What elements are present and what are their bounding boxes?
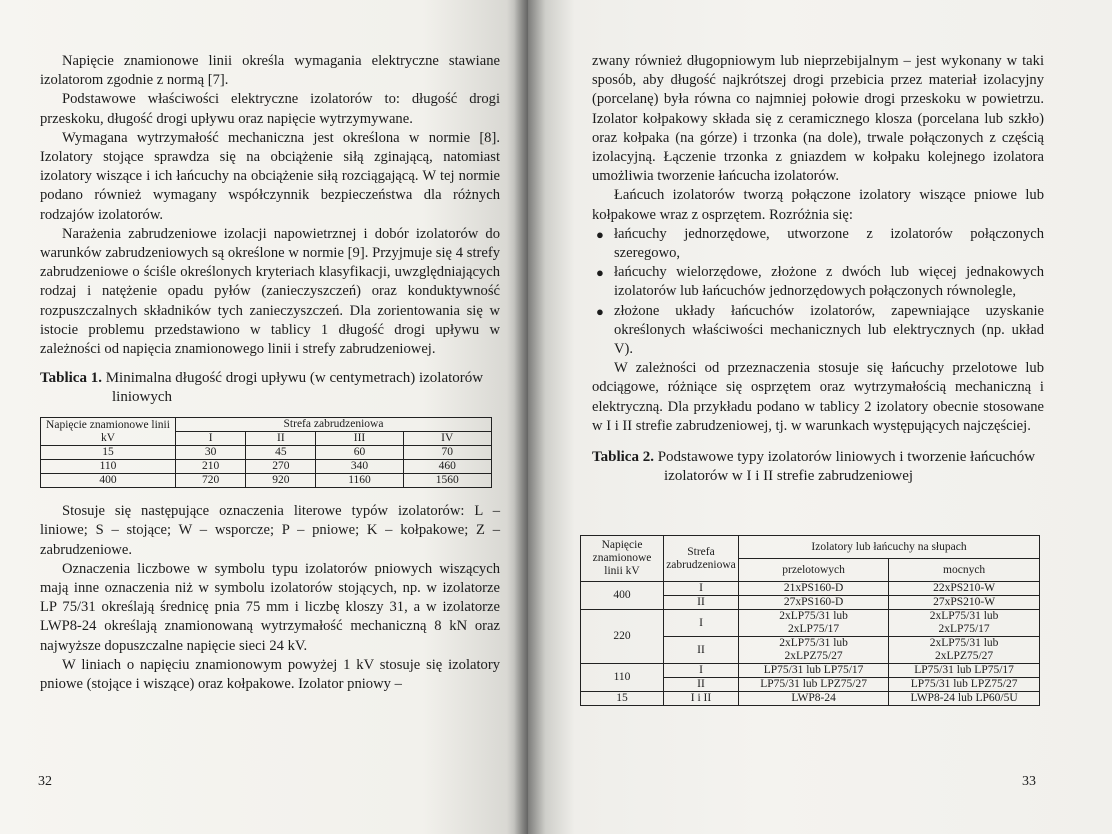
list-item-text: łańcuchy wielorzędowe, złożone z dwóch lub więcej jednakowych izolatorów lub łańcuchów jednorzędowych połączonych równolegle, (614, 264, 1044, 300)
table1-header-voltage: Napięcie znamionowe linii kV (41, 418, 176, 446)
paragraph: Łańcuch izolatorów tworzą połączone izolatory wiszące pniowe lub kołpakowe wraz z osprzętem. Rozróżnia się: (592, 187, 1044, 223)
table1-zone-header: II (246, 432, 316, 446)
paragraph: Narażenia zabrudzeniowe izolacji napowietrznej i dobór izolatorów do warunków zabrudzeniowych są określone w normie [9]. Przyjmuje się 4 strefy zabrudzeniowe o ściśle określonych kryteriach klasyfikacji, uwzględniających rodzaj i natężenie opadu pyłów (zanieczyszczeń) oraz konduktywność rozpuszczalnych składników tych zanieczyszczeń. Dla zorientowania się w istocie problemu przedstawiono w tablicy 1 długość drogi upływu w zależności od napięcia znamionowego linii i strefy zabrudzeniowej. (40, 225, 500, 358)
page-number: 33 (1022, 774, 1036, 789)
cell-line: 2xLP75/17 (788, 623, 840, 635)
table-cell: 460 (403, 460, 492, 474)
list-item (596, 302, 1044, 360)
cell-line: 2xLP75/31 lub (929, 637, 999, 649)
table-cell: 270 (246, 460, 316, 474)
table-cell: LP75/31 lub LP75/17 (739, 664, 889, 678)
table-cell: 27xPS210-W (889, 596, 1040, 610)
table2-header-strong: mocnych (889, 559, 1040, 582)
table-cell: 110 (41, 460, 176, 474)
paragraph: Napięcie znamionowe linii określa wymagania elektryczne stawiane izolatorom zgodnie z normą [7]. (40, 53, 500, 89)
bullet-icon: ● (596, 265, 604, 281)
table2-caption-label: Tablica 2. (592, 449, 654, 466)
table-cell: 45 (246, 446, 316, 460)
table-cell: 400 (581, 582, 664, 610)
book-spine-shadow (514, 0, 528, 834)
table1-zone-header: IV (403, 432, 492, 446)
bullet-icon: ● (596, 226, 604, 242)
cell-line: 2xLPZ75/27 (935, 650, 994, 662)
table-cell: 21xPS160-D (739, 582, 889, 596)
table-cell: 1560 (403, 474, 492, 488)
table-cell: 110 (581, 664, 664, 692)
table-cell: LP75/31 lub LP75/17 (889, 664, 1040, 678)
list-item (596, 225, 1044, 263)
table-row (581, 582, 1040, 596)
table1-zone-header: I (176, 432, 246, 446)
table-cell: LWP8-24 lub LP60/5U (889, 692, 1040, 706)
table-cell: I (664, 582, 739, 596)
table-cell (889, 610, 1040, 637)
paragraph: Podstawowe właściwości elektryczne izolatorów to: długość drogi przeskoku, długość drogi upływu oraz napięcie wytrzymywane. (40, 91, 500, 127)
list-item-text: złożone układy łańcuchów izolatorów, zapewniające uzyskanie określonych właściwości mechanicznych lub elektrycznych (np. układ V). (614, 302, 1044, 358)
paragraph: W liniach o napięciu znamionowym powyżej 1 kV stosuje się izolatory pniowe (stojące i wiszące) oraz kołpakowe. Izolator pniowy – (40, 656, 500, 693)
table-cell: 27xPS160-D (739, 596, 889, 610)
table-cell: 60 (316, 446, 403, 460)
table-cell: I i II (664, 692, 739, 706)
table-row (581, 692, 1040, 706)
table-cell: LP75/31 lub LPZ75/27 (739, 678, 889, 692)
table2-caption (592, 448, 1044, 486)
paragraph: Stosuje się następujące oznaczenia literowe typów izolatorów: L – liniowe; S – stojące; W – wsporcze; P – pniowe; K – kołpakowe; Z – zabrudzeniowe. (40, 503, 500, 558)
table-row (41, 474, 492, 488)
table2-caption-text: Podstawowe typy izolatorów liniowych i tworzenie łańcuchów izolatorów w I i II strefie zabrudzeniowej (657, 449, 1036, 485)
table-cell: 15 (581, 692, 664, 706)
table1 (40, 417, 492, 488)
table2-header-zone: Strefa zabrudzeniowa (664, 536, 739, 582)
table-cell: 210 (176, 460, 246, 474)
table-cell: II (664, 678, 739, 692)
table-cell (889, 637, 1040, 664)
table-row (581, 610, 1040, 637)
table-cell: LP75/31 lub LPZ75/27 (889, 678, 1040, 692)
right-page (528, 0, 1112, 834)
table-cell: 920 (246, 474, 316, 488)
table2-header-through: przelotowych (739, 559, 889, 582)
table-cell: I (664, 610, 739, 637)
paragraph: W zależności od przeznaczenia stosuje się łańcuchy przelotowe lub odciągowe, różniące się osprzętem oraz wytrzymałością mechaniczną i elektryczną. Dla przykładu podano w tablicy 2 izolatory obecnie stosowane w I i II strefie zabrudzeniowej, tj. w warunkach występujących najczęściej. (592, 360, 1044, 434)
table-cell: LWP8-24 (739, 692, 889, 706)
table1-caption-text: Minimalna długość drogi upływu (w centymetrach) izolatorów liniowych (105, 370, 484, 406)
right-page-text (592, 52, 1044, 486)
table2-header-group: Izolatory lub łańcuchy na słupach (739, 536, 1040, 559)
table-cell: 30 (176, 446, 246, 460)
bullet-list (592, 225, 1044, 359)
table-cell: 220 (581, 610, 664, 664)
table-cell: 15 (41, 446, 176, 460)
cell-line: 2xLP75/31 lub (929, 610, 999, 622)
paragraph: zwany również długopniowym lub nieprzebijalnym – jest wykonany w taki sposób, aby długość najkrótszej drogi przebicia przez materiał izolacyjny (porcelanę) była równa co najmniej połowie drogi przeskoku w powietrzu. Izolator kołpakowy składa się z ceramicznego klosza (porcelana lub szkło) oraz kołpaka (na górze) i trzonka (na dole), trwale połączonych z częścią izolacyjną. Łączenie trzonka z gniazdem w kołpaku kolejnego izolatora umożliwia tworzenie łańcucha izolatorów. (592, 53, 1044, 185)
left-page-text (40, 52, 500, 694)
table-cell: II (664, 637, 739, 664)
table-row (41, 460, 492, 474)
table-cell (739, 610, 889, 637)
left-page (0, 0, 528, 834)
table1-caption (40, 369, 500, 407)
table-row (581, 664, 1040, 678)
cell-line: 2xLPZ75/27 (784, 650, 843, 662)
bullet-icon: ● (596, 303, 604, 319)
table-cell: 400 (41, 474, 176, 488)
table-cell: 1160 (316, 474, 403, 488)
table-cell: 720 (176, 474, 246, 488)
table2-header-voltage: Napięcie znamionowe linii kV (581, 536, 664, 582)
paragraph: Wymagana wytrzymałość mechaniczna jest określona w normie [8]. Izolatory stojące sprawdza się na obciążenie siłą zginającą, natomiast izolatory wiszące i ich łańcuchy na obciążenie siłą rozciągającą. W tej normie podano również wymagany współczynnik bezpieczeństwa dla różnych rodzajów izolatorów. (40, 129, 500, 223)
table1-header-zone: Strefa zabrudzeniowa (176, 418, 492, 432)
table-cell: II (664, 596, 739, 610)
table-row (41, 446, 492, 460)
table2 (580, 535, 1040, 706)
table-cell (739, 637, 889, 664)
table1-zone-header: III (316, 432, 403, 446)
cell-line: 2xLP75/31 lub (779, 637, 848, 649)
page-number: 32 (38, 774, 52, 789)
table1-caption-label: Tablica 1. (40, 370, 102, 387)
list-item-text: łańcuchy jednorzędowe, utworzone z izolatorów połączonych szeregowo, (614, 225, 1044, 262)
list-item (596, 263, 1044, 301)
paragraph: Oznaczenia liczbowe w symbolu typu izolatorów pniowych wiszących mają inne oznaczenia niż w symbolu izolatorów stojących, np. w izolatorze LP 75/31 określają średnicę pnia 75 mm i liczbę kloszy 31, a w izolatorze LWP8-24 określają znamionowaną wytrzymałość mechaniczną 8 kN oraz najwyższe dopuszczalne napięcie sieci 24 kV. (40, 560, 500, 654)
cell-line: 2xLP75/31 lub (779, 610, 848, 622)
table-cell: 70 (403, 446, 492, 460)
table-cell: 22xPS210-W (889, 582, 1040, 596)
cell-line: 2xLP75/17 (938, 623, 990, 635)
table-cell: 340 (316, 460, 403, 474)
table-cell: I (664, 664, 739, 678)
